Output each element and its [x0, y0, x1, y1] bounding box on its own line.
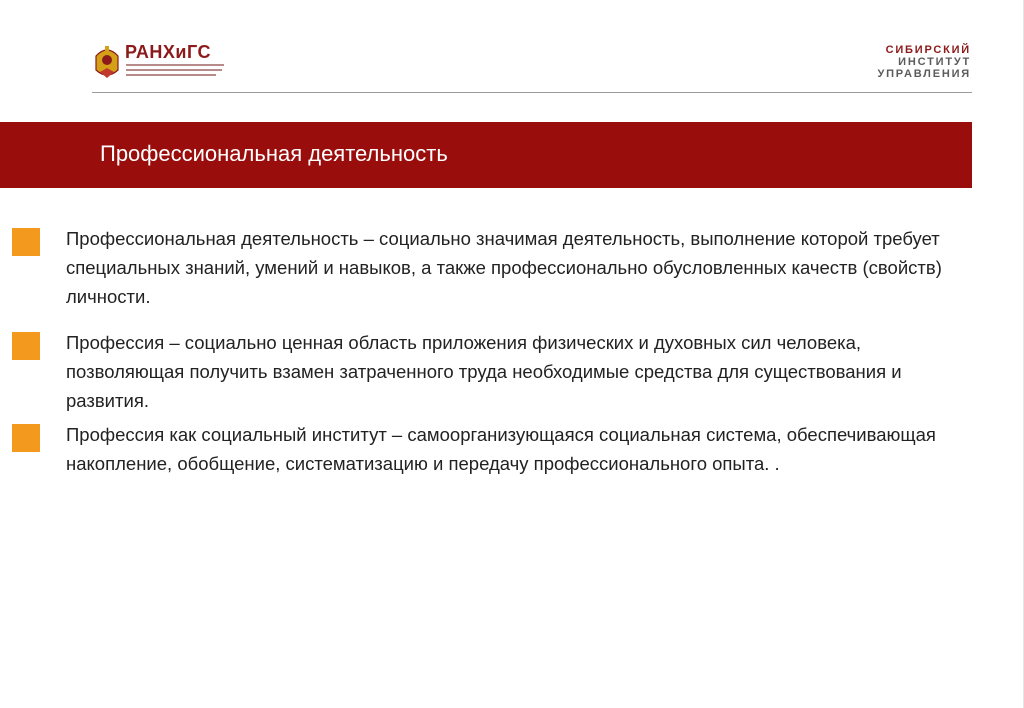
title-band [0, 122, 972, 188]
siberian-institute-logo [877, 44, 971, 80]
square-bullet-icon [12, 228, 40, 256]
slide-title: Профессиональная деятельность [100, 141, 448, 166]
institute-logo-line-3: УПРАВЛЕНИЯ [877, 68, 971, 80]
square-bullet-icon [12, 424, 40, 452]
institute-logo-line-1: СИБИРСКИЙ [885, 44, 971, 56]
institute-logo-line-2: ИНСТИТУТ [898, 56, 971, 68]
ranepa-emblem-icon [92, 42, 122, 82]
logo-subline [126, 74, 216, 76]
bullet-text: Профессия как социальный институт – самоорганизующаяся социальная система, обеспечивающая накопление, обобщение, систематизацию и передачу профессионального опыта. . [66, 424, 936, 474]
logo-subline [126, 64, 224, 66]
ranepa-abbreviation: РАНХиГС [125, 42, 211, 62]
logo-subline [126, 69, 222, 71]
ranepa-logo [92, 40, 232, 88]
header-divider [92, 92, 972, 93]
bullet-text: Профессиональная деятельность – социально значимая деятельность, выполнение которой требует специальных знаний, умений и навыков, а также профессионально обусловленных качеств (свойств) личности. [66, 228, 942, 307]
square-bullet-icon [12, 332, 40, 360]
bullet-text: Профессия – социально ценная область приложения физических и духовных сил человека, позволяющая получить взамен затраченного труда необходимые средства для существования и развития. [66, 332, 902, 411]
